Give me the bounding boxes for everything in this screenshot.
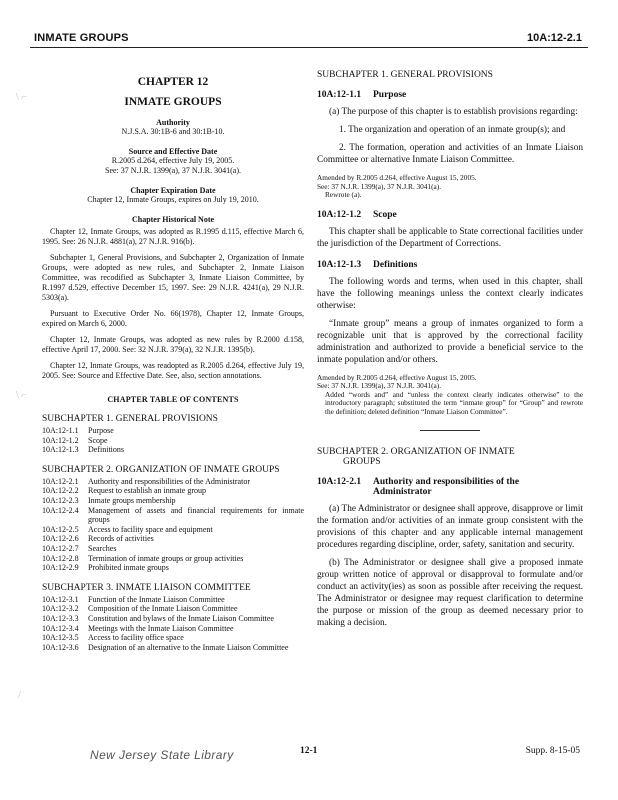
history-paragraph: Subchapter 1, General Provisions, and Subchapter 2, Organization of Inmate Groups, were adopted as new rules, and Subchapter 2, Inmate Liaison Committee, was recodified as Subchapter 3, Inmate Liaison Committee, by R.1997 d.529, effective December 15, 1997. See: 29 N.J.R. 4241(a), 29 N.J.R. 5303(a).	[42, 253, 304, 302]
toc-entry-title: Inmate groups membership	[88, 495, 176, 505]
toc-entry-title: Records of activities	[88, 534, 154, 544]
toc-entry	[42, 624, 304, 634]
left-column	[42, 68, 304, 652]
toc-entry	[42, 595, 304, 605]
toc-entry-title: Access to facility office space	[88, 633, 184, 643]
toc-entry	[42, 563, 304, 573]
toc-entry-number: 10A:12-1.1	[42, 426, 79, 435]
toc-entry	[42, 506, 304, 525]
toc-entry	[42, 614, 304, 624]
list-item: 2. The formation, operation and activities of an Inmate Liaison Committee or alternative Inmate Liaison Committee.	[317, 143, 583, 165]
authority-text: N.J.S.A. 30:1B-6 and 30:1B-10.	[121, 127, 225, 136]
paragraph: (a) The Administrator or designee shall approve, disapprove or limit the formation and/or activities of an inmate group consistent with the provisions of this chapter and any applicable internal management procedures regarding discipline, order, safety, sanitation and security.	[317, 504, 583, 550]
toc-entry-number: 10A:12-2.7	[42, 543, 79, 553]
chapter-number: CHAPTER 12	[137, 76, 209, 88]
section-heading	[317, 477, 583, 497]
toc-subchapter-title: SUBCHAPTER 1. GENERAL PROVISIONS	[42, 414, 218, 424]
section-title: Authority and responsibilities of the	[373, 477, 520, 487]
history-label: Chapter Historical Note	[131, 215, 215, 224]
toc-entry-number: 10A:12-2.5	[42, 524, 79, 534]
section-title: Scope	[373, 209, 397, 220]
definition: “Inmate group” means a group of inmates organized to form a recognizable unit that is approved by the correctional facility administration and authorized to provide a beneficial service to the inmate population and/or others.	[317, 318, 583, 365]
supplement-date: Supp. 8-15-05	[525, 746, 580, 756]
toc-entry-title: Request to establish an inmate group	[88, 486, 206, 496]
subchapter-heading-line: SUBCHAPTER 2. ORGANIZATION OF INMATE	[317, 447, 515, 457]
section-heading	[317, 90, 583, 100]
toc-entry	[42, 426, 304, 436]
toc-entry-title: Purpose	[88, 426, 114, 435]
expiration-text: Chapter 12, Inmate Groups, expires on July 19, 2010.	[87, 195, 259, 204]
subchapter-heading	[317, 447, 583, 467]
toc-entry-title: Prohibited inmate groups	[88, 563, 169, 573]
section-body	[317, 226, 583, 250]
paragraph: This chapter shall be applicable to State correctional facilities under the jurisdiction of the Department of Corrections.	[317, 226, 583, 249]
scan-mark: /	[18, 690, 21, 701]
amendment-line: See: 37 N.J.R. 1399(a), 37 N.J.R. 3041(a).	[317, 381, 442, 390]
toc-entry-title: Composition of the Inmate Liaison Committee	[88, 604, 238, 614]
history-paragraph: Chapter 12, Inmate Groups, was adopted as R.1995 d.115, effective March 6, 1995. See: 26 N.J.R. 4881(a), 27 N.J.R. 916(b).	[42, 227, 304, 246]
toc-entry	[42, 486, 304, 496]
header-chapter-title: INMATE GROUPS	[34, 32, 129, 44]
toc-entry	[42, 436, 304, 446]
toc-entry	[42, 525, 304, 535]
section-title: Definitions	[373, 259, 418, 270]
section-body	[317, 106, 583, 166]
amendment-line: Amended by R.2005 d.264, effective August 15, 2005.	[317, 173, 477, 182]
paragraph: The following words and terms, when used in this chapter, shall have the following meanings unless the context clearly indicates otherwise:	[317, 276, 583, 311]
page-number: 12-1	[300, 746, 318, 756]
toc-entry-number: 10A:12-2.1	[42, 476, 79, 486]
paragraph: (b) The Administrator or designee shall give a proposed inmate group written notice of approval or disapproval to formulate and/or conduct an activity(ies) as soon as possible after receiving the request. The Administrator or designee may request clarification to determine the purpose or mission of the group as deemed necessary prior to making a decision.	[317, 558, 583, 628]
toc-entry-number: 10A:12-3.6	[42, 642, 79, 652]
toc-entry-number: 10A:12-2.9	[42, 563, 79, 573]
section-body	[317, 503, 583, 629]
toc-entry-number: 10A:12-2.4	[42, 505, 79, 515]
toc-entry	[42, 604, 304, 614]
amendment-line: Rewrote (a).	[325, 190, 362, 199]
section-number: 10A:12-1.2	[317, 209, 362, 220]
list-item: 1. The organization and operation of an inmate group(s); and	[339, 125, 566, 135]
toc-entry-number: 10A:12-3.4	[42, 623, 79, 633]
amendment-note	[317, 374, 583, 417]
toc-entry-title: Management of assets and financial requirements for inmate groups	[88, 505, 304, 525]
toc-entry	[42, 496, 304, 506]
toc-entry-title: Function of the Inmate Liaison Committee	[88, 594, 225, 604]
scan-mark: \ ⌐	[16, 390, 27, 401]
history-paragraph: Chapter 12, Inmate Groups, was adopted as new rules by R.2000 d.158, effective April 17, 2000. See: 32 N.J.R. 379(a), 32 N.J.R. 1395(b).	[42, 335, 304, 354]
section-number: 10A:12-1.3	[317, 259, 362, 270]
toc-entry-number: 10A:12-2.3	[42, 495, 79, 505]
subchapter-heading: SUBCHAPTER 1. GENERAL PROVISIONS	[317, 70, 493, 80]
chapter-title: INMATE GROUPS	[124, 96, 222, 108]
section-separator	[420, 430, 480, 431]
source-text-2: See: 37 N.J.R. 1399(a), 37 N.J.R. 3041(a).	[105, 166, 241, 175]
scan-mark: \ ⌐	[16, 92, 27, 103]
toc-entry-number: 10A:12-3.1	[42, 594, 79, 604]
header-rule	[30, 47, 588, 48]
toc-entry-number: 10A:12-3.2	[42, 604, 79, 614]
toc-entry-number: 10A:12-2.6	[42, 534, 79, 544]
toc-entry-number: 10A:12-3.3	[42, 613, 79, 623]
toc-subchapter-title: SUBCHAPTER 2. ORGANIZATION OF INMATE GROUPS	[42, 464, 280, 475]
toc-entry-number: 10A:12-1.3	[42, 445, 79, 455]
toc-entry	[42, 477, 304, 487]
library-watermark: New Jersey State Library	[90, 748, 234, 762]
source-text-1: R.2005 d.264, effective July 19, 2005.	[111, 156, 235, 165]
toc-entry-number: 10A:12-1.2	[42, 435, 79, 445]
toc-list	[42, 595, 304, 653]
toc-entry-title: Termination of inmate groups or group activities	[88, 553, 244, 563]
header-section-number: 10A:12-2.1	[526, 32, 582, 44]
amendment-note	[317, 174, 583, 200]
toc-entry-title: Searches	[88, 543, 117, 553]
section-number: 10A:12-2.1	[317, 477, 362, 487]
toc-entry	[42, 445, 304, 455]
toc-entry-number: 10A:12-2.8	[42, 553, 79, 563]
toc-entry	[42, 633, 304, 643]
toc-entry	[42, 544, 304, 554]
subchapter-heading-line: GROUPS	[343, 457, 381, 467]
toc-entry	[42, 554, 304, 564]
source-label: Source and Effective Date	[128, 147, 218, 156]
right-column	[317, 68, 583, 629]
amendment-line: See: 37 N.J.R. 1399(a), 37 N.J.R. 3041(a).	[317, 181, 442, 191]
section-title: Purpose	[373, 90, 407, 100]
toc-entry	[42, 534, 304, 544]
section-heading	[317, 210, 583, 220]
toc-list	[42, 426, 304, 455]
toc-entry-title: Authority and responsibilities of the Administrator	[88, 476, 250, 486]
history-paragraph: Chapter 12, Inmate Groups, was readopted as R.2005 d.264, effective July 19, 2005. See: Source and Effective Date. See, also, section annotations.	[42, 361, 304, 380]
section-heading	[317, 260, 583, 270]
toc-entry	[42, 643, 304, 653]
authority-label: Authority	[156, 118, 190, 127]
toc-entry-number: 10A:12-2.2	[42, 486, 79, 496]
amendment-line: Amended by R.2005 d.264, effective August 15, 2005.	[317, 372, 477, 382]
toc-subchapter-title: SUBCHAPTER 3. INMATE LIAISON COMMITTEE	[42, 582, 251, 593]
toc-list	[42, 477, 304, 573]
toc-entry-title: Access to facility space and equipment	[88, 524, 213, 534]
toc-entry-title: Definitions	[88, 445, 124, 455]
toc-entry-title: Scope	[88, 435, 108, 445]
section-number: 10A:12-1.1	[317, 90, 362, 100]
section-body	[317, 276, 583, 366]
toc-entry-title: Constitution and bylaws of the Inmate Liaison Committee	[88, 613, 274, 623]
amendment-line: Added “words and” and “unless the context clearly indicates otherwise” to the introductory paragraph; substituted the term “inmate group” for “Group” and rewrote the definition; deleted definition “Inmate Liaison Committee”.	[325, 389, 583, 416]
running-header	[0, 0, 618, 60]
toc-heading: CHAPTER TABLE OF CONTENTS	[107, 395, 239, 404]
toc-entry-title: Designation of an alternative to the Inmate Liaison Committee	[88, 642, 289, 652]
paragraph: (a) The purpose of this chapter is to establish provisions regarding:	[329, 107, 578, 117]
expiration-label: Chapter Expiration Date	[130, 186, 216, 195]
history-paragraph: Pursuant to Executive Order No. 66(1978), Chapter 12, Inmate Groups, expired on March 6, 2000.	[42, 309, 304, 328]
section-title-continued: Administrator	[373, 487, 432, 497]
toc-entry-title: Meetings with the Inmate Liaison Committee	[88, 623, 234, 633]
toc-entry-number: 10A:12-3.5	[42, 633, 79, 643]
